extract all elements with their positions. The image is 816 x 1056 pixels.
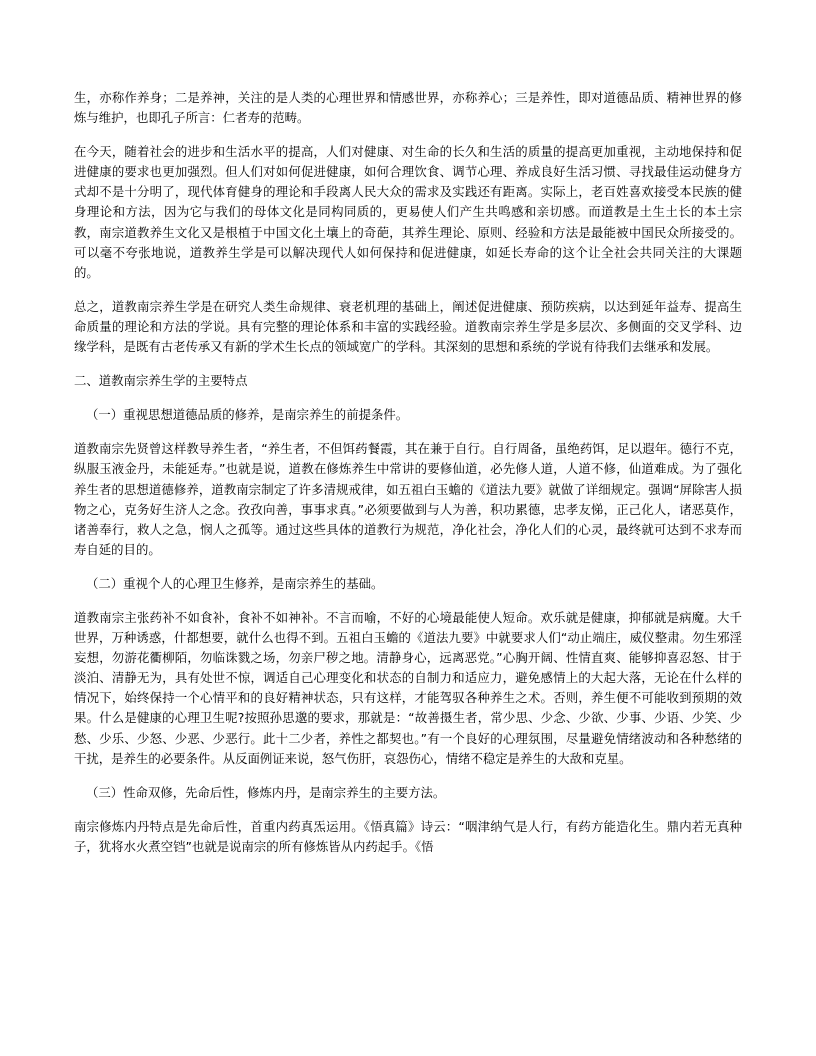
paragraph: 在今天，随着社会的进步和生活水平的提高，人们对健康、对生命的长久和生活的质量的提高更加重视，主动地保持和促进健康的要求也更加强烈。但人们对如何促进健康，如何合理饮食、调节心理、养成良好生活习惯、寻找最佳运动健身方式却不是十分明了，现代体育健身的理论和手段离人民大众的需求及实践还有距离。实际上，老百姓喜欢接受本民族的健身理论和方法，因为它与我们的母体文化是同构同质的，更易使人们产生共鸣感和亲切感。而道教是土生土长的本土宗教，南宗道教养生文化又是根植于中国文化土壤上的奇葩，其养生理论、原则、经验和方法是最能被中国民众所接受的。可以毫不夸张地说，道教养生学是可以解决现代人如何保持和促进健康，如延长寿命的这个让全社会共同关注的大课题的。 — [74, 144, 742, 280]
section-heading: 二、道教南宗养生学的主要特点 — [74, 373, 248, 389]
paragraph: 南宗修炼内丹特点是先命后性，首重内药真炁运用。《悟真篇》诗云：“咽津纳气是人行，有药方能造化生。鼎内若无真种子，犹将水火煮空铛”也就是说南宗的所有修炼皆从内药起手。《悟 — [74, 818, 742, 854]
document-body — [74, 88, 742, 857]
subsection-heading: （二）重视个人的心理卫生修养，是南宗养生的基础。 — [86, 575, 384, 591]
paragraph: 道教南宗先贤曾这样教导养生者，“养生者，不但饵药餐霞，其在兼于自行。自行周备，虽绝药饵，足以遐年。德行不克，纵服玉液金丹，未能延寿。”也就是说，道教在修炼养生中常讲的要修仙道，必先修人道，人道不修，仙道难成。为了强化养生者的思想道德修养，道教南宗制定了许多清规戒律，如五祖白玉蟾的《道法九要》就做了详细规定。强调“屏除害人损物之心，克务好生济人之念。孜孜向善，事事求真。”必须要做到与人为善，积功累德，忠孝友悌，正己化人，诸恶莫作，诸善奉行，救人之急，悯人之孤等。通过这些具体的道教行为规范，净化社会，净化人们的心灵，最终就可达到不求寿而寿自延的目的。 — [74, 441, 742, 557]
subsection-heading: （一）重视思想道德品质的修养，是南宗养生的前提条件。 — [86, 407, 409, 423]
paragraph: 道教南宗主张药补不如食补，食补不如神补。不言而喻，不好的心境最能使人短命。欢乐就是健康，抑郁就是病魔。大千世界，万种诱惑，什都想要，就什么也得不到。五祖白玉蟾的《道法九要》中就要求人们“动止端庄，威仪整肃。勿生邪淫妄想，勿游花衢柳陌，勿临诛戮之场，勿亲尸秽之地。清静身心，远离恶党。”心胸开阔、性情直爽、能够抑喜忍怒、甘于淡泊、清静无为，具有处世不惊，调适自己心理变化和状态的自制力和适应力，避免感情上的大起大落，无论在什么样的情况下，始终保持一个心情平和的良好精神状态，只有这样，才能驾驭各种养生之术。否则，养生便不可能收到预期的效果。什么是健康的心理卫生呢?按照孙思邈的要求，那就是：“故善摄生者，常少思、少念、少欲、少事、少语、少笑、少愁、少乐、少怒、少恶、少恶行。此十二少者，养性之都契也。”有一个良好的心理氛围，尽量避免情绪波动和各种愁绪的干扰，是养生的必要条件。从反面例证来说，怒气伤肝，哀怨伤心，情绪不稳定是养生的大敌和克星。 — [74, 609, 742, 766]
paragraph: 生，亦称作养身；二是养神，关注的是人类的心理世界和情感世界，亦称养心；三是养性，即对道德品质、精神世界的修炼与维护，也即孔子所言：仁者寿的范畴。 — [74, 90, 742, 126]
subsection-heading: （三）性命双修，先命后性，修炼内丹，是南宗养生的主要方法。 — [86, 784, 446, 800]
paragraph: 总之，道教南宗养生学是在研究人类生命规律、衰老机理的基础上，阐述促进健康、预防疾病，以达到延年益寿、提高生命质量的理论和方法的学说。具有完整的理论体系和丰富的实践经验。道教南宗养生学是多层次、多侧面的交叉学科、边缘学科，是既有古老传承又有新的学术生长点的领域宽广的学科。其深刻的思想和系统的学说有待我们去继承和发展。 — [74, 298, 742, 355]
